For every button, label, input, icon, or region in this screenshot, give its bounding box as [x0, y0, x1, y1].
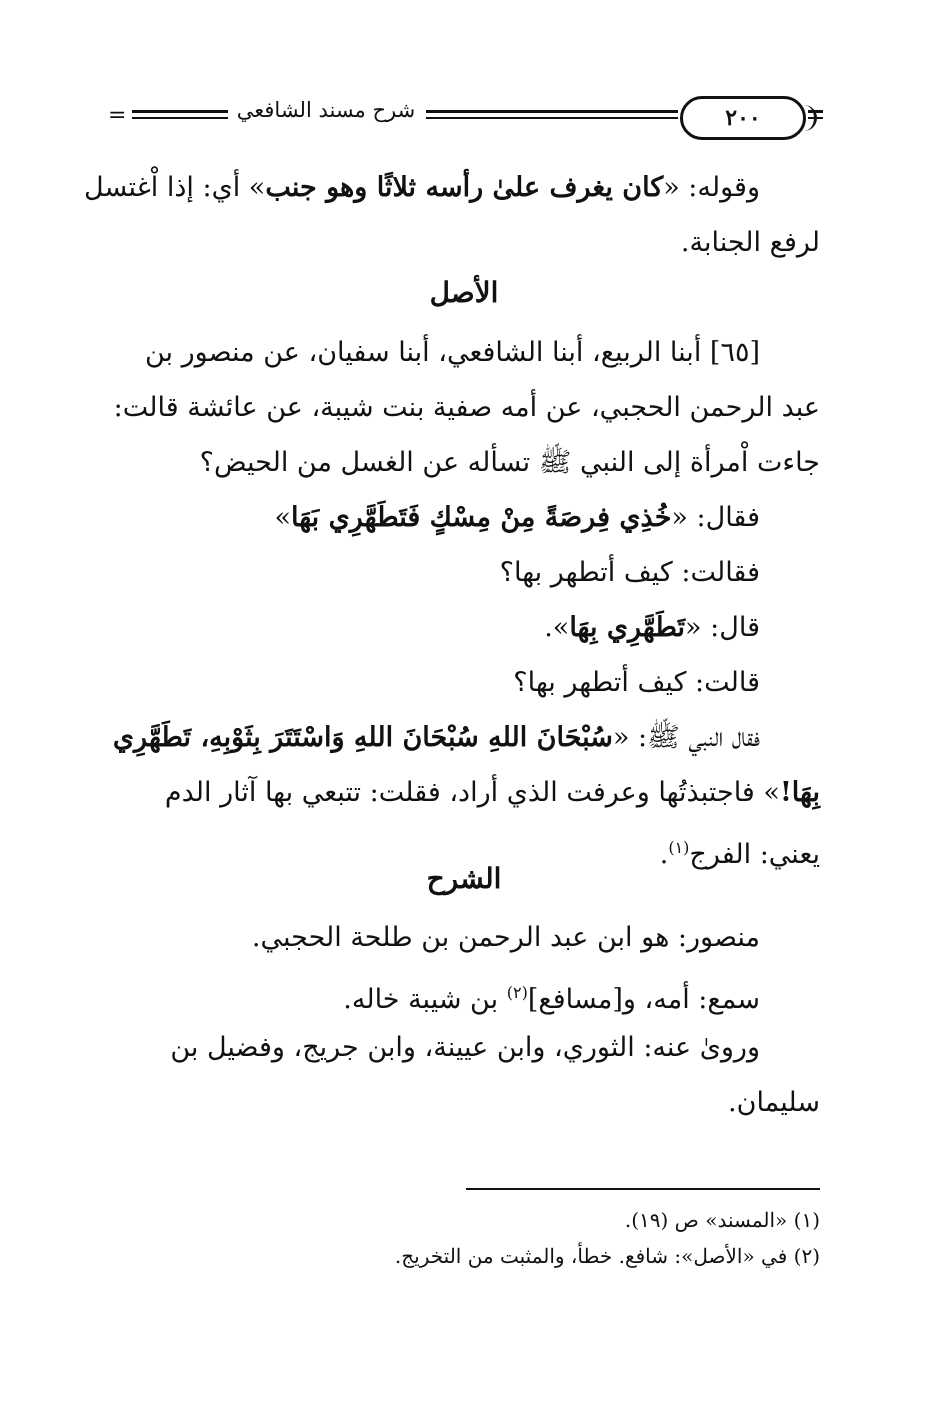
text-line: جاءت اْمرأة إلى النبي ﷺ تسأله عن الغسل من الحيض؟ [199, 447, 820, 478]
text-run: يعني: الفرج [689, 839, 820, 870]
section-heading-sharh: الشرح [426, 862, 502, 895]
hadith-quote: خُذِي فِرصَةً مِنْ مِسْكٍ فَتَطَهَّرِي بَهَا [291, 502, 672, 533]
text-run: » فاجتبذتُها وعرفت الذي أراد، فقلت: تتبعي بها آثار الدم [164, 777, 780, 808]
text-run: فقال النبي ﷺ: « [612, 722, 760, 753]
text-line [84, 160, 820, 215]
text-line [108, 710, 820, 765]
text-line: سليمان. [728, 1087, 820, 1118]
text-line [108, 600, 820, 655]
text-line: وروىٰ عنه: الثوري، وابن عيينة، وابن جريج، وفضيل بن [170, 1032, 760, 1063]
sharh-text [108, 910, 820, 1130]
running-title: شرح مسند الشافعي [236, 98, 416, 122]
text-run: سمع: أمه، و[مسافع] [527, 984, 760, 1015]
page-header [108, 92, 823, 144]
header-rule-right [808, 110, 823, 113]
text-run: ». [544, 612, 570, 643]
text-line: فقالت: كيف أتطهر بها؟ [499, 557, 760, 588]
page-number: ٢٠٠ [680, 96, 806, 140]
text-line: [٦٥] أبنا الربيع، أبنا الشافعي، أبنا سفيان، عن منصور بن [144, 337, 760, 368]
footnotes [108, 1202, 820, 1274]
text-line [108, 765, 820, 820]
footnote-ref-2: (٢) [506, 983, 528, 1002]
text-run: وقوله: « [663, 172, 760, 203]
section-heading-asl: الأصل [429, 276, 499, 309]
header-rule-middle-thin [426, 117, 678, 119]
hadith-quote: تَطَهَّرِي بِهَا [569, 612, 686, 643]
text-line [108, 965, 820, 1020]
text-run: » [274, 502, 291, 533]
text-run: » أي: إذا اْغتسل [84, 172, 266, 203]
footnote-ref-1: (١) [668, 838, 690, 857]
header-rule-left-thin [132, 117, 228, 119]
text-run: . [659, 839, 669, 870]
footnote-1: (١) «المسند» ص (١٩). [624, 1208, 820, 1232]
header-rule-right-thin [808, 117, 823, 119]
text-line: لرفع الجنابة. [680, 227, 820, 258]
asl-text [108, 325, 820, 875]
text-line: قالت: كيف أتطهر بها؟ [513, 667, 760, 698]
header-end-mark: = [108, 103, 127, 128]
footnote-divider [466, 1188, 820, 1190]
intro-paragraph [84, 160, 820, 270]
text-run: بن شيبة خاله. [343, 984, 507, 1015]
text-run: قال: « [685, 612, 760, 643]
header-rule-middle [426, 110, 678, 113]
text-line [108, 490, 820, 545]
text-run: فقال: « [671, 502, 760, 533]
text-line: منصور: هو ابن عبد الرحمن بن طلحة الحجبي. [251, 922, 760, 953]
hadith-quote: كان يغرف علىٰ رأسه ثلاثًا وهو جنب [265, 172, 664, 203]
hadith-quote: بِهَا! [779, 777, 820, 808]
footnote-2: (٢) في «الأصل»: شافع. خطأ، والمثبت من التخريج. [394, 1244, 820, 1268]
header-rule-left [132, 110, 228, 113]
text-line: عبد الرحمن الحجبي، عن أمه صفية بنت شيبة، عن عائشة قالت: [113, 392, 820, 423]
hadith-quote: سُبْحَانَ اللهِ سُبْحَانَ اللهِ وَاسْتَتَرَ بِثَوْبِهِ، تَطَهَّرِي [112, 722, 613, 753]
